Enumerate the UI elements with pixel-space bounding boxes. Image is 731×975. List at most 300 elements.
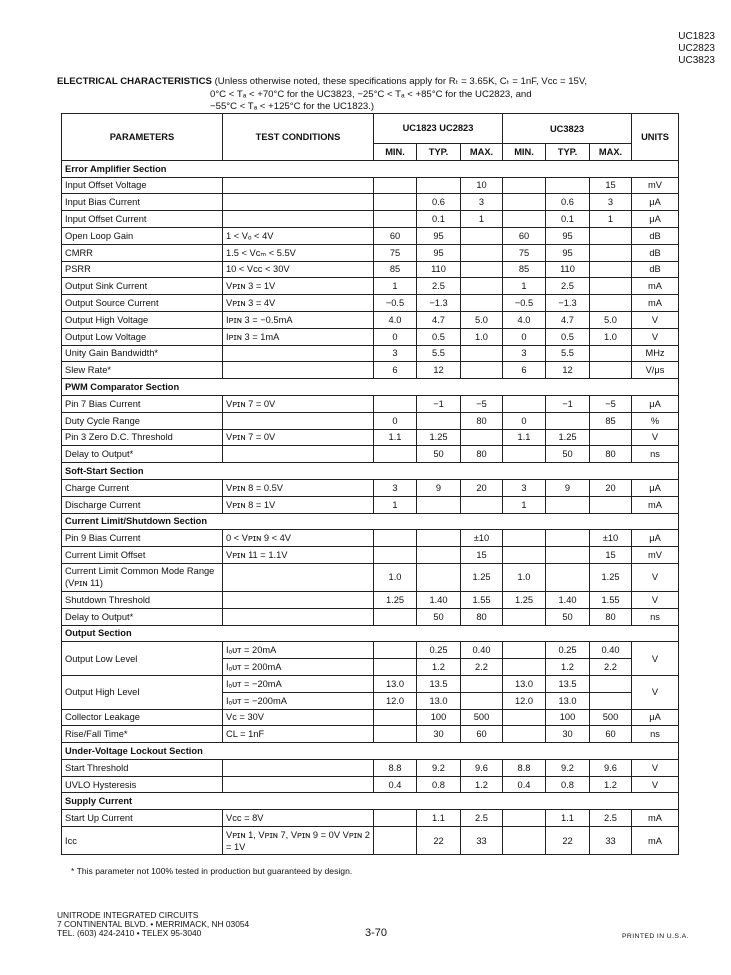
header-conditions: TEST CONDITIONS: [223, 114, 374, 161]
value-cell: 1: [374, 496, 417, 513]
value-cell: 33: [590, 827, 632, 855]
value-cell: 15: [461, 547, 503, 564]
value-cell: [461, 362, 503, 379]
value-cell: [461, 692, 503, 709]
value-cell: [503, 211, 546, 228]
unit-cell: mA: [632, 496, 679, 513]
header-group-uc1823: UC1823 UC2823: [374, 114, 503, 144]
value-cell: 1.25: [503, 591, 546, 608]
value-cell: 2.5: [546, 278, 590, 295]
section-row: [62, 160, 679, 177]
value-cell: 1.40: [546, 591, 590, 608]
value-cell: [374, 810, 417, 827]
value-cell: 2.5: [417, 278, 461, 295]
value-cell: 15: [590, 177, 632, 194]
value-cell: [503, 726, 546, 743]
condition-cell: [223, 608, 374, 625]
value-cell: 80: [461, 412, 503, 429]
value-cell: 50: [417, 446, 461, 463]
value-cell: [546, 412, 590, 429]
value-cell: 500: [461, 709, 503, 726]
section-title: Output Section: [62, 625, 679, 642]
value-cell: [374, 608, 417, 625]
value-cell: 80: [590, 608, 632, 625]
value-cell: 4.7: [546, 311, 590, 328]
value-cell: 80: [461, 608, 503, 625]
table-row: [62, 446, 679, 463]
parameter-cell: Input Offset Voltage: [62, 177, 223, 194]
value-cell: 0.5: [417, 328, 461, 345]
section-row: [62, 463, 679, 480]
condition-cell: [223, 759, 374, 776]
value-cell: ±10: [461, 530, 503, 547]
footnote: * This parameter not 100% tested in production but guaranteed by design.: [71, 866, 353, 876]
value-cell: −0.5: [503, 295, 546, 312]
value-cell: 1.1: [417, 810, 461, 827]
value-cell: 15: [590, 547, 632, 564]
value-cell: [461, 429, 503, 446]
value-cell: 60: [503, 227, 546, 244]
unit-cell: dB: [632, 244, 679, 261]
value-cell: 20: [461, 479, 503, 496]
parameter-cell: Current Limit Common Mode Range (Vᴘɪɴ 11): [62, 563, 223, 591]
value-cell: 1.2: [546, 659, 590, 676]
value-cell: 12: [417, 362, 461, 379]
value-cell: 8.8: [374, 759, 417, 776]
value-cell: 1.1: [503, 429, 546, 446]
value-cell: 3: [461, 194, 503, 211]
value-cell: 3: [503, 479, 546, 496]
value-cell: [503, 709, 546, 726]
value-cell: [417, 563, 461, 591]
value-cell: 0: [503, 328, 546, 345]
table-row: [62, 345, 679, 362]
condition-cell: Vᴘɪɴ 8 = 1V: [223, 496, 374, 513]
value-cell: 13.0: [546, 692, 590, 709]
value-cell: 20: [590, 479, 632, 496]
section-row: [62, 743, 679, 760]
value-cell: 1.2: [590, 776, 632, 793]
condition-cell: [223, 211, 374, 228]
value-cell: 50: [546, 446, 590, 463]
value-cell: 1: [374, 278, 417, 295]
value-cell: 30: [417, 726, 461, 743]
value-cell: 1.2: [417, 659, 461, 676]
value-cell: [374, 547, 417, 564]
table-row: [62, 194, 679, 211]
value-cell: 12.0: [503, 692, 546, 709]
value-cell: [546, 563, 590, 591]
parameter-cell: Input Offset Current: [62, 211, 223, 228]
table-row: [62, 530, 679, 547]
value-cell: 1.1: [546, 810, 590, 827]
value-cell: 9: [417, 479, 461, 496]
value-cell: −5: [461, 395, 503, 412]
value-cell: [590, 692, 632, 709]
header-units: UNITS: [632, 114, 679, 161]
value-cell: 9.2: [417, 759, 461, 776]
value-cell: [374, 530, 417, 547]
section-title: PWM Comparator Section: [62, 379, 679, 396]
value-cell: [503, 446, 546, 463]
value-cell: 8.8: [503, 759, 546, 776]
section-row: [62, 513, 679, 530]
value-cell: 4.0: [503, 311, 546, 328]
value-cell: 4.7: [417, 311, 461, 328]
unit-cell: V: [632, 776, 679, 793]
value-cell: 1.25: [417, 429, 461, 446]
value-cell: 0: [374, 412, 417, 429]
condition-cell: Iₒᴜᴛ = −20mA: [223, 675, 374, 692]
parameter-cell: Start Up Current: [62, 810, 223, 827]
section-row: [62, 793, 679, 810]
ec-label: ELECTRICAL CHARACTERISTICS: [57, 76, 212, 87]
value-cell: 85: [374, 261, 417, 278]
value-cell: [546, 177, 590, 194]
value-cell: 33: [461, 827, 503, 855]
company-address: 7 CONTINENTAL BLVD. • MERRIMACK, NH 03054: [57, 919, 250, 929]
value-cell: [503, 810, 546, 827]
value-cell: 2.5: [461, 810, 503, 827]
unit-cell: mA: [632, 827, 679, 855]
unit-cell: V: [632, 759, 679, 776]
value-cell: [590, 261, 632, 278]
value-cell: 22: [417, 827, 461, 855]
parameter-cell: PSRR: [62, 261, 223, 278]
table-row: [62, 395, 679, 412]
unit-cell: mV: [632, 547, 679, 564]
table-row: [62, 211, 679, 228]
value-cell: [590, 244, 632, 261]
table-row: [62, 810, 679, 827]
value-cell: [590, 362, 632, 379]
value-cell: [461, 261, 503, 278]
value-cell: 13.0: [417, 692, 461, 709]
table-row: [62, 776, 679, 793]
value-cell: [374, 709, 417, 726]
part-number: UC1823: [678, 31, 715, 42]
value-cell: 1.25: [461, 563, 503, 591]
value-cell: 13.5: [546, 675, 590, 692]
table-row: [62, 311, 679, 328]
value-cell: 1.0: [503, 563, 546, 591]
condition-cell: [223, 591, 374, 608]
value-cell: [503, 642, 546, 659]
value-cell: 0.25: [417, 642, 461, 659]
condition-cell: Vᴘɪɴ 1, Vᴘɪɴ 7, Vᴘɪɴ 9 = 0V Vᴘɪɴ 2 = 1V: [223, 827, 374, 855]
table-row: [62, 759, 679, 776]
value-cell: 1.25: [374, 591, 417, 608]
section-title: Soft-Start Section: [62, 463, 679, 480]
value-cell: [374, 659, 417, 676]
part-number: UC2823: [678, 43, 715, 54]
table-row: [62, 244, 679, 261]
unit-cell: V: [632, 563, 679, 591]
value-cell: 85: [590, 412, 632, 429]
value-cell: [461, 227, 503, 244]
value-cell: 0.8: [417, 776, 461, 793]
value-cell: 50: [546, 608, 590, 625]
value-cell: [503, 547, 546, 564]
value-cell: 80: [461, 446, 503, 463]
table-row: [62, 726, 679, 743]
unit-cell: ns: [632, 726, 679, 743]
spec-table: [61, 113, 679, 855]
ec-line-2: 0°C < Tₐ < +70°C for the UC3823, −25°C < Tₐ < +85°C for the UC2823, and: [210, 88, 532, 100]
value-cell: [461, 675, 503, 692]
condition-cell: Vᴘɪɴ 3 = 1V: [223, 278, 374, 295]
table-row: [62, 608, 679, 625]
value-cell: 13.0: [503, 675, 546, 692]
parameter-cell: Output Low Level: [62, 642, 223, 676]
value-cell: 0.5: [546, 328, 590, 345]
company-name: UNITRODE INTEGRATED CIRCUITS: [57, 910, 199, 920]
value-cell: 9.6: [461, 759, 503, 776]
table-row: [62, 177, 679, 194]
value-cell: 10: [461, 177, 503, 194]
company-footer: [57, 911, 249, 938]
parameter-cell: Pin 9 Bias Current: [62, 530, 223, 547]
parameter-cell: Start Threshold: [62, 759, 223, 776]
value-cell: −1.3: [417, 295, 461, 312]
parameter-cell: Open Loop Gain: [62, 227, 223, 244]
value-cell: 0.25: [546, 642, 590, 659]
value-cell: [374, 395, 417, 412]
condition-cell: [223, 362, 374, 379]
value-cell: −0.5: [374, 295, 417, 312]
value-cell: [417, 530, 461, 547]
header-max: MAX.: [461, 144, 503, 161]
parameter-cell: Output Sink Current: [62, 278, 223, 295]
parameter-cell: Output High Level: [62, 675, 223, 709]
header-min: MIN.: [374, 144, 417, 161]
condition-cell: Iₒᴜᴛ = 20mA: [223, 642, 374, 659]
value-cell: 9.2: [546, 759, 590, 776]
value-cell: 1.25: [546, 429, 590, 446]
value-cell: [374, 194, 417, 211]
value-cell: 0.1: [546, 211, 590, 228]
parameter-cell: Pin 3 Zero D.C. Threshold: [62, 429, 223, 446]
parameter-cell: Delay to Output*: [62, 446, 223, 463]
table-row: [62, 563, 679, 591]
value-cell: [417, 177, 461, 194]
value-cell: 12.0: [374, 692, 417, 709]
section-title: Supply Current: [62, 793, 679, 810]
value-cell: [417, 496, 461, 513]
parameter-cell: Unity Gain Bandwidth*: [62, 345, 223, 362]
value-cell: [461, 345, 503, 362]
value-cell: [461, 496, 503, 513]
condition-cell: [223, 446, 374, 463]
condition-cell: Vᴘɪɴ 11 = 1.1V: [223, 547, 374, 564]
value-cell: 3: [374, 345, 417, 362]
value-cell: 1: [461, 211, 503, 228]
value-cell: 85: [503, 261, 546, 278]
table-row: [62, 547, 679, 564]
value-cell: 4.0: [374, 311, 417, 328]
value-cell: 0.40: [590, 642, 632, 659]
value-cell: 0.1: [417, 211, 461, 228]
table-row: [62, 227, 679, 244]
table-row: [62, 362, 679, 379]
value-cell: 9: [546, 479, 590, 496]
unit-cell: V: [632, 642, 679, 676]
value-cell: 5.0: [590, 311, 632, 328]
table-row: [62, 642, 679, 659]
condition-cell: Vᴘɪɴ 3 = 4V: [223, 295, 374, 312]
value-cell: 0.4: [503, 776, 546, 793]
value-cell: ±10: [590, 530, 632, 547]
header-typ: TYP.: [546, 144, 590, 161]
value-cell: 95: [546, 227, 590, 244]
value-cell: 0.6: [546, 194, 590, 211]
value-cell: 22: [546, 827, 590, 855]
unit-cell: μA: [632, 211, 679, 228]
value-cell: 110: [417, 261, 461, 278]
unit-cell: mA: [632, 810, 679, 827]
value-cell: [590, 278, 632, 295]
header-typ: TYP.: [417, 144, 461, 161]
unit-cell: V: [632, 591, 679, 608]
value-cell: 0: [374, 328, 417, 345]
value-cell: 2.2: [590, 659, 632, 676]
value-cell: [374, 726, 417, 743]
value-cell: [590, 295, 632, 312]
value-cell: 1.25: [590, 563, 632, 591]
value-cell: 3: [374, 479, 417, 496]
condition-cell: CL = 1nF: [223, 726, 374, 743]
unit-cell: μA: [632, 530, 679, 547]
value-cell: 1.0: [590, 328, 632, 345]
value-cell: [590, 496, 632, 513]
value-cell: [503, 194, 546, 211]
part-numbers: [678, 31, 715, 67]
unit-cell: MHz: [632, 345, 679, 362]
value-cell: [503, 395, 546, 412]
condition-cell: Vᴘɪɴ 7 = 0V: [223, 429, 374, 446]
table-row: [62, 827, 679, 855]
ec-line-3: −55°C < Tₐ < +125°C for the UC1823.): [210, 101, 375, 113]
table-row: [62, 412, 679, 429]
unit-cell: %: [632, 412, 679, 429]
value-cell: [503, 530, 546, 547]
value-cell: 100: [417, 709, 461, 726]
parameter-cell: Pin 7 Bias Current: [62, 395, 223, 412]
value-cell: 60: [461, 726, 503, 743]
table-row: [62, 295, 679, 312]
header-group-uc3823: UC3823: [503, 114, 632, 144]
header-parameters: PARAMETERS: [62, 114, 223, 161]
section-row: [62, 625, 679, 642]
parameter-cell: Current Limit Offset: [62, 547, 223, 564]
value-cell: 1.55: [461, 591, 503, 608]
value-cell: −1: [546, 395, 590, 412]
condition-cell: [223, 776, 374, 793]
condition-cell: 1.5 < Vᴄₘ < 5.5V: [223, 244, 374, 261]
unit-cell: μA: [632, 194, 679, 211]
parameter-cell: Rise/Fall Time*: [62, 726, 223, 743]
condition-cell: [223, 194, 374, 211]
unit-cell: μA: [632, 395, 679, 412]
part-number: UC3823: [678, 55, 715, 66]
value-cell: 75: [503, 244, 546, 261]
value-cell: 0: [503, 412, 546, 429]
value-cell: 0.4: [374, 776, 417, 793]
value-cell: 9.6: [590, 759, 632, 776]
condition-cell: Iᴘɪɴ 3 = −0.5mA: [223, 311, 374, 328]
value-cell: 5.0: [461, 311, 503, 328]
condition-cell: Iₒᴜᴛ = −200mA: [223, 692, 374, 709]
value-cell: 13.5: [417, 675, 461, 692]
header-max: MAX.: [590, 144, 632, 161]
parameter-cell: Input Bias Current: [62, 194, 223, 211]
condition-cell: Vᴘɪɴ 7 = 0V: [223, 395, 374, 412]
ec-line-1: (Unless otherwise noted, these specifications apply for Rₜ = 3.65K, Cₜ = 1nF, Vᴄᴄ = 15V,: [214, 76, 588, 87]
value-cell: 3: [503, 345, 546, 362]
header-min: MIN.: [503, 144, 546, 161]
value-cell: [546, 496, 590, 513]
value-cell: [417, 547, 461, 564]
electrical-characteristics-intro: [57, 76, 677, 114]
unit-cell: ns: [632, 608, 679, 625]
value-cell: [374, 177, 417, 194]
value-cell: [374, 642, 417, 659]
value-cell: −1.3: [546, 295, 590, 312]
printed-in: PRINTED IN U.S.A.: [622, 933, 689, 940]
value-cell: −5: [590, 395, 632, 412]
unit-cell: V: [632, 675, 679, 709]
value-cell: [546, 530, 590, 547]
table-row: [62, 429, 679, 446]
parameter-cell: Output Source Current: [62, 295, 223, 312]
unit-cell: V: [632, 328, 679, 345]
value-cell: 95: [546, 244, 590, 261]
value-cell: 2.5: [590, 810, 632, 827]
spec-table-body: [62, 160, 679, 854]
value-cell: [461, 244, 503, 261]
value-cell: [503, 608, 546, 625]
condition-cell: 0 < Vᴘɪɴ 9 < 4V: [223, 530, 374, 547]
condition-cell: Vᴘɪɴ 8 = 0.5V: [223, 479, 374, 496]
parameter-cell: Output High Voltage: [62, 311, 223, 328]
value-cell: [590, 675, 632, 692]
unit-cell: mA: [632, 295, 679, 312]
section-row: [62, 379, 679, 396]
unit-cell: mA: [632, 278, 679, 295]
table-row: [62, 278, 679, 295]
parameter-cell: Iᴄᴄ: [62, 827, 223, 855]
value-cell: [590, 429, 632, 446]
condition-cell: 10 < Vᴄᴄ < 30V: [223, 261, 374, 278]
value-cell: 95: [417, 244, 461, 261]
value-cell: 0.40: [461, 642, 503, 659]
value-cell: 1: [503, 496, 546, 513]
section-title: Current Limit/Shutdown Section: [62, 513, 679, 530]
parameter-cell: Delay to Output*: [62, 608, 223, 625]
parameter-cell: CMRR: [62, 244, 223, 261]
condition-cell: [223, 563, 374, 591]
parameter-cell: Slew Rate*: [62, 362, 223, 379]
table-row: [62, 479, 679, 496]
table-row: [62, 709, 679, 726]
value-cell: 12: [546, 362, 590, 379]
value-cell: 110: [546, 261, 590, 278]
condition-cell: 1 < Vₒ < 4V: [223, 227, 374, 244]
unit-cell: μA: [632, 479, 679, 496]
value-cell: [374, 446, 417, 463]
value-cell: 60: [374, 227, 417, 244]
value-cell: 3: [590, 194, 632, 211]
